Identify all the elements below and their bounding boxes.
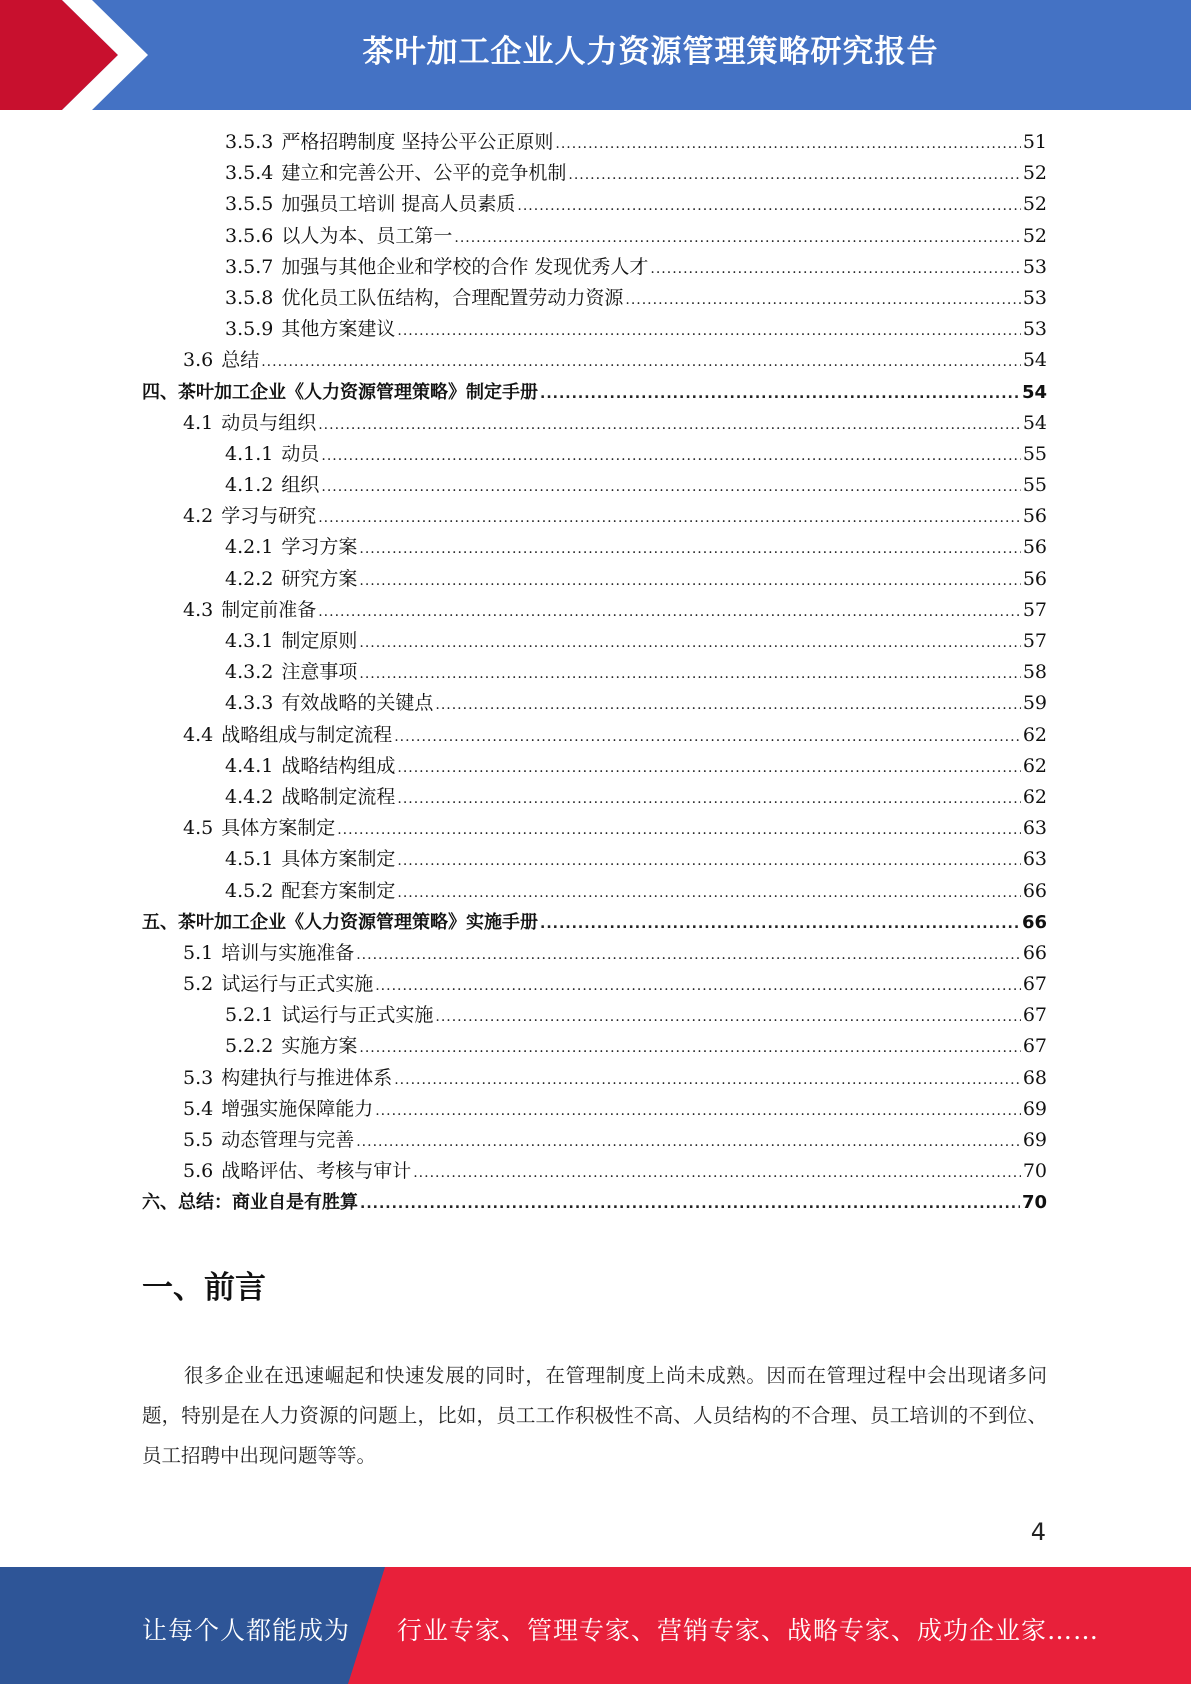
toc-entry-page: 59: [1022, 692, 1047, 715]
toc-dot-leader: [625, 285, 1020, 316]
toc-entry-page: 55: [1022, 442, 1047, 465]
toc-dot-leader: [540, 379, 1020, 410]
toc-entry-page: 52: [1022, 193, 1047, 216]
header-title: 茶叶加工企业人力资源管理策略研究报告: [362, 34, 939, 70]
toc-entry-number: 3.5.6: [225, 224, 274, 247]
toc-entry[interactable]: [142, 938, 1047, 969]
toc-dot-leader: [359, 534, 1020, 565]
toc-entry-page: 67: [1022, 1035, 1047, 1058]
toc-entry-page: 62: [1022, 754, 1047, 777]
toc-entry-page: 54: [1021, 381, 1047, 403]
toc-entry-number: 5.2.2: [225, 1035, 274, 1058]
toc-entry-number: 5.3: [183, 1066, 214, 1089]
toc-dot-leader: [261, 347, 1021, 378]
toc-entry[interactable]: [142, 377, 1047, 408]
toc-entry-page: 52: [1022, 162, 1047, 185]
toc-entry-label: 动员与组织: [221, 411, 317, 434]
toc-dot-leader: [359, 628, 1020, 659]
intro-paragraph: 很多企业在迅速崛起和快速发展的同时，在管理制度上尚未成熟。因而在管理过程中会出现诸多问题，特别是在人力资源的问题上，比如，员工工作积极性不高、人员结构的不合理、员工培训的不到位、员工招聘中出现问题等等。: [142, 1364, 1047, 1467]
toc-entry-number: 4.5.1: [225, 848, 274, 871]
toc-entry-label: 有效战略的关键点: [281, 692, 434, 715]
toc-entry[interactable]: [142, 876, 1047, 907]
toc-entry-label: 动员: [281, 442, 320, 465]
footer-slogan-right: 行业专家、管理专家、营销专家、战略专家、成功企业家……: [397, 1616, 1100, 1645]
section-heading: 一、前言: [142, 1270, 266, 1306]
toc-dot-leader: [321, 441, 1020, 472]
toc-entry[interactable]: [142, 408, 1047, 439]
toc-entry[interactable]: [142, 1000, 1047, 1031]
toc-entry[interactable]: [142, 907, 1047, 938]
toc-entry-label: 制定原则: [281, 630, 358, 652]
toc-entry[interactable]: [142, 532, 1047, 563]
toc-entry-label: 战略组成与制定流程: [221, 723, 393, 746]
toc-entry-label: 严格招聘制度 坚持公平公正原则: [281, 131, 554, 153]
toc-entry-number: 3.6: [183, 349, 214, 372]
toc-entry-page: 66: [1021, 911, 1047, 933]
toc-dot-leader: [540, 909, 1020, 940]
toc-entry-page: 67: [1022, 973, 1047, 996]
toc-dot-leader: [375, 971, 1021, 1002]
toc-entry-number: 4.5: [183, 817, 214, 840]
toc-dot-leader: [394, 1065, 1021, 1096]
toc-entry-page: 66: [1022, 879, 1047, 902]
toc-entry-number: 4.5.2: [225, 879, 274, 902]
toc-entry-page: 62: [1022, 723, 1047, 746]
toc-entry-page: 53: [1022, 286, 1047, 309]
toc-entry-page: 70: [1021, 1192, 1047, 1214]
toc-dot-leader: [397, 316, 1020, 347]
toc-entry-label: 注意事项: [281, 661, 358, 684]
toc-entry-label: 其他方案建议: [281, 318, 396, 341]
toc-entry-number: 5.4: [183, 1097, 214, 1120]
toc-entry[interactable]: [142, 688, 1047, 719]
toc-entry-page: 63: [1022, 817, 1047, 840]
toc-entry[interactable]: [142, 221, 1047, 252]
toc-entry-label: 学习方案: [281, 536, 358, 559]
toc-entry-page: 70: [1022, 1160, 1047, 1183]
toc-entry-page: 55: [1022, 474, 1047, 497]
footer-slogan-left: 让每个人都能成为: [142, 1616, 351, 1645]
toc-entry-page: 54: [1022, 349, 1047, 372]
toc-entry-label: 试运行与正式实施: [221, 973, 374, 996]
toc-entry-page: 52: [1022, 224, 1047, 247]
toc-entry-number: 4.2.2: [225, 567, 274, 590]
toc-dot-leader: [413, 1158, 1021, 1189]
toc-entry-label: 具体方案制定: [221, 817, 336, 840]
toc-entry-label: 增强实施保障能力: [221, 1097, 374, 1120]
toc-entry-number: 4.3: [183, 598, 214, 621]
toc-entry[interactable]: [142, 751, 1047, 782]
toc-entry-number: 4.1: [183, 411, 214, 434]
toc-entry-number: 3.5.7: [225, 255, 274, 278]
toc-dot-leader: [360, 1189, 1020, 1220]
toc-entry-label: 具体方案制定: [281, 848, 396, 871]
toc-entry-number: 5.2.1: [225, 1004, 274, 1027]
toc-entry[interactable]: [142, 470, 1047, 501]
toc-dot-leader: [454, 223, 1020, 254]
toc-entry-number: 3.5.4: [225, 162, 274, 185]
toc-entry-page: 53: [1022, 255, 1047, 278]
toc-entry-label: 构建执行与推进体系: [221, 1066, 393, 1089]
toc-entry-number: 5.5: [183, 1129, 214, 1151]
page-footer: [0, 1567, 1191, 1684]
toc-entry-label: 战略制定流程: [281, 785, 396, 808]
toc-entry-label: 学习与研究: [221, 505, 317, 528]
toc-dot-leader: [435, 690, 1020, 721]
toc-entry-page: 54: [1022, 411, 1047, 434]
toc-entry-number: 4.3.3: [225, 692, 274, 715]
toc-entry-page: 63: [1022, 848, 1047, 871]
toc-entry[interactable]: [142, 283, 1047, 314]
toc-entry[interactable]: [142, 844, 1047, 875]
toc-entry-number: 3.5.5: [225, 193, 274, 216]
toc-entry-number: 4.2: [183, 505, 214, 528]
toc-dot-leader: [356, 940, 1021, 971]
toc-entry-page: 56: [1022, 536, 1047, 559]
toc-dot-leader: [359, 1033, 1020, 1064]
toc-dot-leader: [397, 878, 1020, 909]
toc-entry[interactable]: [142, 345, 1047, 376]
toc-entry-label: 加强员工培训 提高人员素质: [281, 193, 516, 216]
toc-dot-leader: [318, 503, 1021, 534]
toc-entry-number: 4.2.1: [225, 536, 274, 559]
toc-entry-label: 配套方案制定: [281, 879, 396, 902]
toc-entry-page: 62: [1022, 785, 1047, 808]
toc-entry-page: 57: [1022, 598, 1047, 621]
toc-entry-label: 培训与实施准备: [221, 941, 355, 964]
toc-entry-number: 5.1: [183, 941, 214, 964]
toc-entry[interactable]: [142, 1094, 1047, 1125]
toc-entry-page: 51: [1022, 131, 1047, 153]
toc-entry-page: 57: [1022, 630, 1047, 652]
toc-entry-number: 4.4.1: [225, 754, 274, 777]
toc-entry[interactable]: [142, 1156, 1047, 1187]
toc-entry-label: 实施方案: [281, 1035, 358, 1058]
table-of-contents: [142, 127, 1047, 1219]
toc-dot-leader: [356, 1127, 1021, 1158]
toc-entry[interactable]: [142, 252, 1047, 283]
toc-dot-leader: [397, 784, 1020, 815]
toc-entry-number: 3.5.9: [225, 318, 274, 341]
toc-entry[interactable]: [142, 1063, 1047, 1094]
toc-entry[interactable]: [142, 657, 1047, 688]
toc-entry-label: 建立和完善公开、公平的竞争机制: [281, 162, 567, 185]
toc-entry-number: 5.2: [183, 973, 214, 996]
toc-entry-number: 4.3.1: [225, 630, 274, 652]
toc-entry-label: 制定前准备: [221, 598, 317, 621]
toc-entry-label: 组织: [281, 474, 320, 497]
toc-entry-number: 4.3.2: [225, 661, 274, 684]
toc-entry-label: 动态管理与完善: [221, 1129, 355, 1151]
toc-entry-number: 4.4: [183, 723, 214, 746]
toc-dot-leader: [359, 659, 1020, 690]
toc-entry-label: 五、茶叶加工企业《人力资源管理策略》实施手册: [142, 911, 538, 933]
toc-entry-label: 六、总结：商业自是有胜算: [142, 1192, 358, 1214]
toc-dot-leader: [555, 129, 1020, 160]
toc-entry[interactable]: [142, 314, 1047, 345]
toc-dot-leader: [394, 722, 1021, 753]
toc-dot-leader: [517, 191, 1020, 222]
toc-entry-label: 优化员工队伍结构，合理配置劳动力资源: [281, 286, 624, 309]
toc-dot-leader: [337, 815, 1021, 846]
toc-entry-page: 56: [1022, 567, 1047, 590]
toc-entry-page: 66: [1022, 941, 1047, 964]
toc-entry-page: 69: [1022, 1097, 1047, 1120]
toc-entry-number: 4.1.1: [225, 442, 274, 465]
toc-entry[interactable]: [142, 501, 1047, 532]
toc-entry-page: 56: [1022, 505, 1047, 528]
page-number: 4: [1030, 1518, 1046, 1546]
toc-entry[interactable]: [142, 564, 1047, 595]
toc-entry-label: 四、茶叶加工企业《人力资源管理策略》制定手册: [142, 381, 538, 403]
toc-entry-page: 53: [1022, 318, 1047, 341]
toc-entry-label: 战略结构组成: [281, 754, 396, 777]
toc-entry[interactable]: [142, 720, 1047, 751]
toc-dot-leader: [397, 753, 1020, 784]
toc-entry[interactable]: [142, 813, 1047, 844]
toc-dot-leader: [321, 472, 1020, 503]
toc-entry-number: 4.4.2: [225, 785, 274, 808]
toc-entry-label: 以人为本、员工第一: [281, 224, 453, 247]
toc-entry[interactable]: [142, 1187, 1047, 1218]
toc-dot-leader: [318, 597, 1021, 628]
toc-entry-number: 5.6: [183, 1160, 214, 1183]
page-header: [0, 0, 1191, 110]
toc-dot-leader: [650, 254, 1020, 285]
toc-dot-leader: [435, 1002, 1020, 1033]
toc-entry-page: 67: [1022, 1004, 1047, 1027]
toc-dot-leader: [568, 160, 1020, 191]
toc-entry-number: 4.1.2: [225, 474, 274, 497]
toc-entry-label: 加强与其他企业和学校的合作 发现优秀人才: [281, 255, 649, 278]
toc-dot-leader: [359, 566, 1020, 597]
toc-entry[interactable]: [142, 189, 1047, 220]
toc-entry[interactable]: [142, 1125, 1047, 1156]
toc-entry-number: 3.5.8: [225, 286, 274, 309]
toc-entry[interactable]: [142, 127, 1047, 158]
toc-entry[interactable]: [142, 969, 1047, 1000]
toc-dot-leader: [375, 1096, 1021, 1127]
toc-entry[interactable]: [142, 1031, 1047, 1062]
toc-entry[interactable]: [142, 439, 1047, 470]
toc-entry[interactable]: [142, 782, 1047, 813]
toc-dot-leader: [397, 846, 1020, 877]
toc-entry[interactable]: [142, 158, 1047, 189]
toc-entry-label: 研究方案: [281, 567, 358, 590]
toc-dot-leader: [318, 410, 1021, 441]
toc-entry-page: 69: [1022, 1129, 1047, 1151]
toc-entry[interactable]: [142, 595, 1047, 626]
toc-entry-number: 3.5.3: [225, 131, 274, 153]
toc-entry-label: 总结: [221, 349, 260, 372]
toc-entry-page: 58: [1022, 661, 1047, 684]
toc-entry[interactable]: [142, 626, 1047, 657]
toc-entry-page: 68: [1022, 1066, 1047, 1089]
toc-entry-label: 战略评估、考核与审计: [221, 1160, 412, 1183]
toc-entry-label: 试运行与正式实施: [281, 1004, 434, 1027]
